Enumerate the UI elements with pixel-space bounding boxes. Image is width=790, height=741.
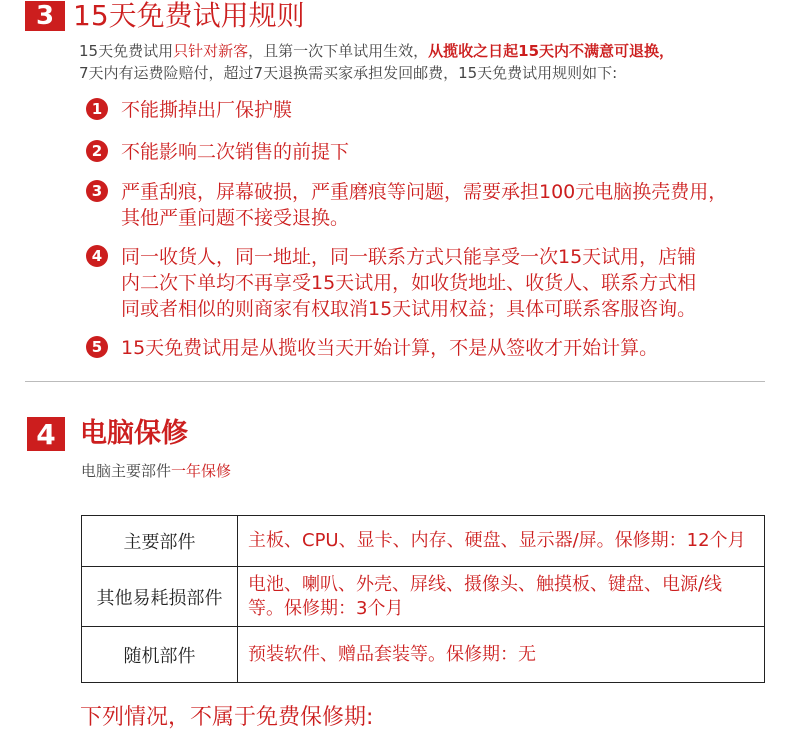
section-title: 电脑保修 [80,418,188,449]
part-category: 主要部件 [82,516,238,567]
part-category: 其他易耗损部件 [82,567,238,627]
rule-number-badge: 2 [86,140,108,162]
rule-number-badge: 1 [86,98,108,120]
intro-line-1 [79,40,674,62]
intro-highlight: 只针对新客 [173,42,249,60]
section-number-badge: 4 [27,417,65,451]
rule-number-badge: 5 [86,336,108,358]
section-divider [25,381,765,382]
section-3-header [25,0,305,32]
section-4-header [27,417,188,451]
rule-text: 同一收货人，同一地址，同一联系方式只能享受一次15天试用，店铺 内二次下单均不再享受15天试用，如收货地址、收货人、联系方式相 同或者相似的则商家有权取消15天试用权益；具体可联系客服咨询。 [121,246,697,320]
part-warranty: 电池、喇叭、外壳、屏线、摄像头、触摸板、键盘、电源/线等。保修期：3个月 [238,567,765,627]
intro-text: 15天免费试用 [79,42,174,60]
rule-item [86,335,658,361]
part-warranty: 预装软件、赠品套装等。保修期：无 [238,627,765,683]
rule-item [86,97,292,123]
rule-item [86,179,727,231]
table-row [82,627,765,683]
part-warranty: 主板、CPU、显卡、内存、硬盘、显示器/屏。保修期：12个月 [238,516,765,567]
rule-text: 严重刮痕，屏幕破损，严重磨痕等问题，需要承担100元电脑换壳费用， 其他严重问题不接受退换。 [121,181,728,229]
intro-text: ，且第一次下单试用生效， [248,42,429,60]
rule-text: 不能撕掉出厂保护膜 [121,99,293,121]
intro-line-2: 7天内有运费险赔付，超过7天退换需买家承担发回邮费，15天免费试用规则如下: [79,64,618,82]
rule-item [86,244,696,322]
section-number-badge: 3 [25,1,65,31]
rule-text: 15天免费试用是从揽收当天开始计算，不是从签收才开始计算。 [121,337,659,359]
intro-highlight-bold: 从揽收之日起15天内不满意可退换， [428,42,675,60]
section-title: 15天免费试用规则 [73,0,305,32]
rule-item [86,139,349,165]
part-category: 随机部件 [82,627,238,683]
rule-number-badge: 4 [86,245,108,267]
table-row [82,567,765,627]
exclusions-heading: 下列情况，不属于免费保修期: [80,705,374,730]
warranty-table [81,515,765,683]
rule-number-badge: 3 [86,180,108,202]
section-subtitle: 电脑主要部件一年保修 [81,462,232,480]
rule-text: 不能影响二次销售的前提下 [121,141,350,163]
table-row [82,516,765,567]
